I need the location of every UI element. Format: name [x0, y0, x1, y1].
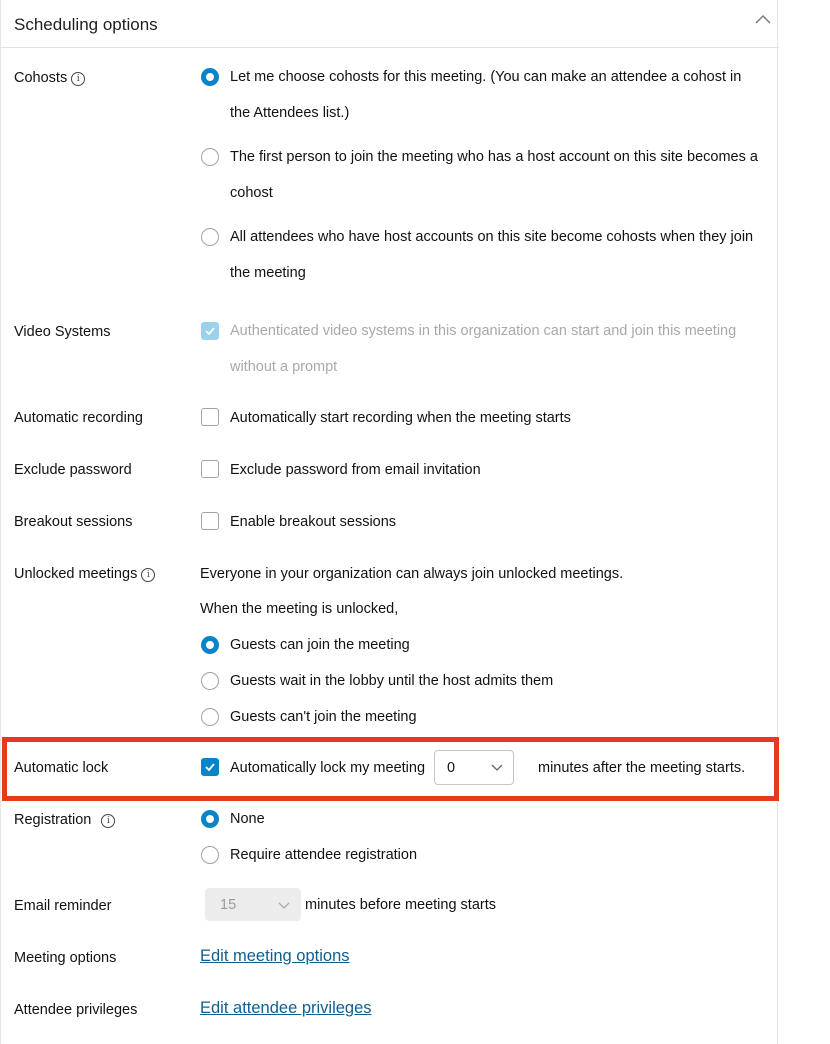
video-systems-checkbox	[201, 322, 219, 340]
registration-require-label: Require attendee registration	[230, 847, 418, 863]
breakout-sessions-label: Breakout sessions	[14, 514, 133, 530]
guests-wait-lobby-label: Guests wait in the lobby until the host admits them	[230, 673, 554, 689]
automatic-recording-text: Automatically start recording when the meeting starts	[230, 410, 571, 426]
automatic-lock-label: Automatic lock	[14, 760, 109, 776]
email-reminder-label: Email reminder	[14, 898, 112, 914]
cohost-option-first-person-label: The first person to join the meeting who has a host account on this site becomes a cohost	[230, 149, 758, 201]
chevron-down-icon	[491, 764, 503, 772]
registration-none-radio[interactable]	[201, 810, 219, 828]
guests-can-join-label: Guests can join the meeting	[230, 637, 410, 653]
exclude-password-text: Exclude password from email invitation	[230, 462, 481, 478]
info-icon[interactable]: i	[101, 814, 115, 828]
cohost-option-choose-label: Let me choose cohosts for this meeting. (You can make an attendee a cohost in the Attendees list.)	[230, 69, 742, 121]
automatic-recording-label: Automatic recording	[14, 410, 143, 426]
lock-minutes-value: 0	[447, 760, 456, 776]
section-title: Scheduling options	[14, 15, 158, 34]
registration-require-radio[interactable]	[201, 846, 219, 864]
meeting-options-label: Meeting options	[14, 950, 117, 966]
video-systems-label: Video Systems	[14, 324, 111, 340]
automatic-lock-checkbox[interactable]	[201, 758, 219, 776]
attendee-privileges-label: Attendee privileges	[14, 1002, 138, 1018]
video-systems-text: Authenticated video systems in this organization can start and join this meeting without a prompt	[230, 323, 737, 375]
info-icon[interactable]: i	[141, 568, 155, 582]
cohost-option-choose-radio[interactable]	[201, 68, 219, 86]
section-header[interactable]	[1, 0, 779, 48]
guests-can-join-radio[interactable]	[201, 636, 219, 654]
cohosts-label: Cohosts i	[14, 70, 85, 86]
lock-minutes-select[interactable]	[434, 750, 514, 785]
cohost-option-all-hosts-radio[interactable]	[201, 228, 219, 246]
chevron-up-icon[interactable]	[753, 12, 773, 26]
checkmark-icon	[204, 761, 216, 773]
cohost-option-first-person-radio[interactable]	[201, 148, 219, 166]
edit-meeting-options-link[interactable]: Edit meeting options	[200, 947, 350, 965]
automatic-lock-suffix: minutes after the meeting starts.	[538, 760, 746, 776]
email-reminder-suffix: minutes before meeting starts	[305, 897, 497, 913]
info-icon[interactable]: i	[71, 72, 85, 86]
exclude-password-label: Exclude password	[14, 462, 132, 478]
breakout-sessions-checkbox[interactable]	[201, 512, 219, 530]
guests-wait-lobby-radio[interactable]	[201, 672, 219, 690]
exclude-password-checkbox[interactable]	[201, 460, 219, 478]
unlocked-meetings-note: Everyone in your organization can always join unlocked meetings.	[200, 566, 624, 582]
registration-label: Registration i	[14, 812, 115, 828]
chevron-down-icon	[278, 902, 290, 910]
edit-attendee-privileges-link[interactable]: Edit attendee privileges	[200, 999, 372, 1017]
guests-cannot-join-label: Guests can't join the meeting	[230, 709, 417, 725]
automatic-lock-text: Automatically lock my meeting	[230, 760, 426, 776]
checkmark-icon	[204, 325, 216, 337]
unlocked-meetings-subnote: When the meeting is unlocked,	[200, 601, 399, 617]
unlocked-meetings-label: Unlocked meetings i	[14, 566, 155, 582]
email-reminder-select	[205, 888, 301, 921]
email-reminder-value: 15	[220, 897, 237, 913]
registration-none-label: None	[230, 811, 265, 827]
breakout-sessions-text: Enable breakout sessions	[230, 514, 397, 530]
guests-cannot-join-radio[interactable]	[201, 708, 219, 726]
automatic-recording-checkbox[interactable]	[201, 408, 219, 426]
cohost-option-all-hosts-label: All attendees who have host accounts on this site become cohosts when they join the meeting	[230, 229, 754, 281]
